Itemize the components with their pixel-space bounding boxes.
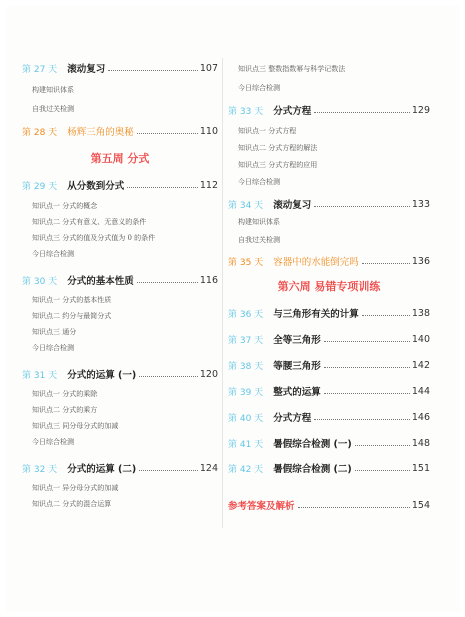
- toc-entry[interactable]: [228, 196, 430, 212]
- toc-entry[interactable]: [22, 460, 218, 476]
- entry-title: 杨辉三角的奥秘: [67, 127, 134, 138]
- week-heading: 第六周 易错专项训练: [277, 280, 381, 293]
- toc-subentry: 今日综合检测: [32, 250, 74, 258]
- toc-subentry: 知识点三 分式方程的应用: [238, 161, 318, 169]
- toc-subentry: 知识点一 分式的基本性质: [32, 296, 112, 304]
- toc-entry[interactable]: [228, 435, 430, 451]
- toc-subentry: 知识点一 异分母分式的加减: [32, 484, 119, 492]
- toc-entry[interactable]: [22, 60, 218, 76]
- toc-subentry: 知识点二 分式的混合运算: [32, 500, 112, 508]
- entry-title: 滚动复习: [273, 200, 312, 211]
- toc-subentry: 今日综合检测: [32, 344, 74, 352]
- entry-title: 暑假综合检测 (二): [273, 464, 352, 475]
- page-number: 142: [411, 359, 430, 371]
- day-label: 第 28 天: [22, 127, 58, 138]
- dot-leader: [362, 315, 410, 316]
- day-label: 第 31 天: [22, 370, 58, 381]
- dot-leader: [362, 263, 410, 264]
- page-number: 129: [411, 104, 430, 116]
- toc-subentry: 知识点三 同分母分式的加减: [32, 422, 119, 430]
- page-number: 112: [199, 179, 218, 191]
- toc-entry[interactable]: [228, 409, 430, 425]
- toc-subentry: 今日综合检测: [238, 84, 280, 92]
- toc-subentry: 知识点三 整数指数幂与科学记数法: [238, 65, 346, 73]
- toc-entry[interactable]: [228, 357, 430, 373]
- dot-leader: [314, 112, 410, 113]
- toc-subentry: 知识点二 约分与最简分式: [32, 312, 112, 320]
- toc-entry[interactable]: [228, 383, 430, 399]
- page-number: 154: [411, 499, 430, 511]
- dot-leader: [324, 341, 410, 342]
- entry-title: 暑假综合检测 (一): [273, 439, 352, 450]
- day-label: 第 40 天: [228, 413, 264, 424]
- day-label: 第 36 天: [228, 309, 264, 320]
- entry-title: 等腰三角形: [273, 361, 321, 372]
- day-label: 第 41 天: [228, 439, 264, 450]
- entry-title: 分式的运算 (二): [67, 464, 137, 475]
- page-number: 151: [411, 462, 430, 474]
- toc-subentry: 知识点一 分式方程: [238, 127, 297, 135]
- toc-subentry: 知识点一 分式的概念: [32, 202, 98, 210]
- dot-leader: [127, 187, 198, 188]
- toc-entry[interactable]: [228, 331, 430, 347]
- entry-title: 容器中的水能倒完吗: [273, 257, 359, 268]
- column-divider: [222, 58, 223, 528]
- page-number: 146: [411, 411, 430, 423]
- dot-leader: [324, 393, 410, 394]
- day-label: 第 34 天: [228, 200, 264, 211]
- dot-leader: [324, 367, 410, 368]
- toc-subentry: 今日综合检测: [32, 438, 74, 446]
- page-number: 148: [411, 437, 430, 449]
- entry-title: 参考答案及解析: [228, 501, 295, 512]
- page-number: 107: [199, 62, 218, 74]
- toc-subentry: 知识点三 通分: [32, 328, 77, 336]
- page-number: 116: [199, 274, 218, 286]
- page-number: 133: [411, 198, 430, 210]
- toc-subentry: 知识点三 分式的值及分式值为 0 的条件: [32, 234, 156, 242]
- toc-entry[interactable]: [228, 460, 430, 476]
- dot-leader: [298, 507, 410, 508]
- dot-leader: [137, 282, 198, 283]
- day-label: 第 29 天: [22, 181, 58, 192]
- toc-subentry: 自我过关检测: [32, 105, 74, 113]
- day-label: 第 35 天: [228, 257, 264, 268]
- entry-title: 整式的运算: [273, 387, 321, 398]
- toc-subentry: 知识点二 分式的乘方: [32, 406, 98, 414]
- entry-title: 从分数到分式: [67, 181, 125, 192]
- toc-subentry: 知识点一 分式的乘除: [32, 390, 98, 398]
- toc-subentry: 今日综合检测: [238, 178, 280, 186]
- page-number: 140: [411, 333, 430, 345]
- toc-entry[interactable]: [22, 177, 218, 193]
- dot-leader: [355, 445, 410, 446]
- dot-leader: [314, 419, 410, 420]
- day-label: 第 32 天: [22, 464, 58, 475]
- toc-subentry: 自我过关检测: [238, 236, 280, 244]
- dot-leader: [108, 70, 198, 71]
- dot-leader: [355, 470, 410, 471]
- day-label: 第 27 天: [22, 64, 58, 75]
- entry-title: 分式方程: [273, 106, 312, 117]
- toc-entry[interactable]: [228, 253, 430, 269]
- toc-subentry: 知识点二 分式有意义、无意义的条件: [32, 218, 147, 226]
- entry-title: 与三角形有关的计算: [273, 309, 359, 320]
- day-label: 第 33 天: [228, 106, 264, 117]
- toc-entry[interactable]: [22, 366, 218, 382]
- page-number: 144: [411, 385, 430, 397]
- dot-leader: [139, 470, 198, 471]
- dot-leader: [137, 133, 198, 134]
- dot-leader: [314, 206, 410, 207]
- day-label: 第 38 天: [228, 361, 264, 372]
- week-heading: 第五周 分式: [90, 152, 150, 165]
- toc-subentry: 知识点二 分式方程的解法: [238, 144, 318, 152]
- page-number: 136: [411, 255, 430, 267]
- toc-entry[interactable]: [228, 497, 430, 513]
- day-label: 第 42 天: [228, 464, 264, 475]
- toc-subentry: 构建知识体系: [32, 86, 74, 94]
- entry-title: 全等三角形: [273, 335, 321, 346]
- toc-subentry: 构建知识体系: [238, 218, 280, 226]
- day-label: 第 39 天: [228, 387, 264, 398]
- entry-title: 分式方程: [273, 413, 312, 424]
- entry-title: 滚动复习: [67, 64, 106, 75]
- toc-entry[interactable]: [22, 272, 218, 288]
- toc-entry[interactable]: [228, 305, 430, 321]
- page-number: 124: [199, 462, 218, 474]
- toc-page: [6, 6, 460, 612]
- dot-leader: [139, 376, 198, 377]
- toc-entry[interactable]: [22, 123, 218, 139]
- page-number: 138: [411, 307, 430, 319]
- page-number: 120: [199, 368, 218, 380]
- page-number: 110: [199, 125, 218, 137]
- day-label: 第 37 天: [228, 335, 264, 346]
- toc-entry[interactable]: [228, 102, 430, 118]
- entry-title: 分式的基本性质: [67, 276, 134, 287]
- day-label: 第 30 天: [22, 276, 58, 287]
- entry-title: 分式的运算 (一): [67, 370, 137, 381]
